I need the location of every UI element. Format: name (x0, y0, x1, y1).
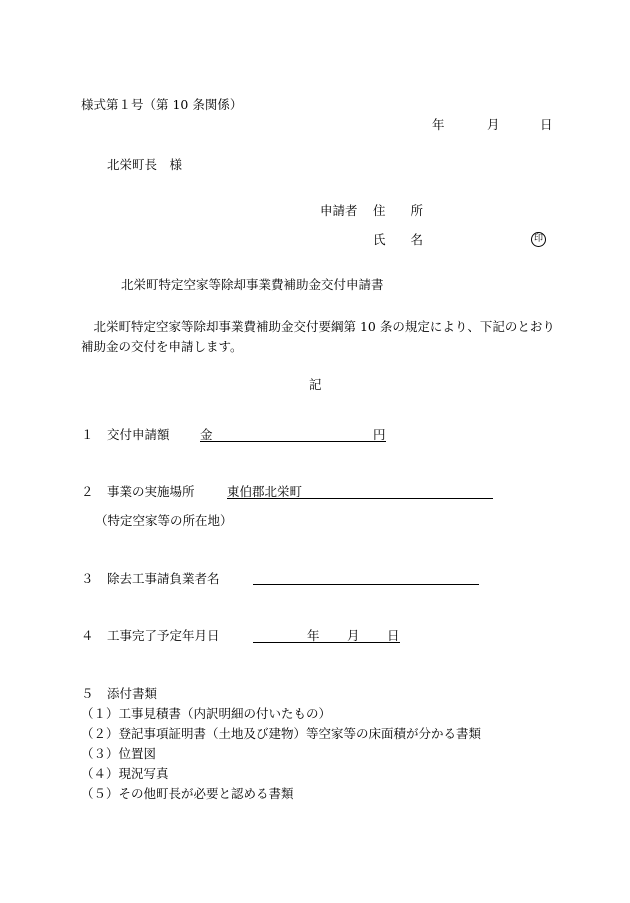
date-year: 年 (432, 117, 445, 132)
item-3-label: 除去工事請負業者名 (107, 571, 220, 586)
addressee: 北栄町長 様 (107, 157, 183, 172)
location-value: 東伯郡北栄町 (227, 484, 303, 499)
contractor-underline (253, 584, 479, 585)
location-subnote: （特定空家等の所在地） (95, 513, 233, 528)
document-title: 北栄町特定空家等除却事業費補助金交付申請書 (121, 277, 384, 292)
date-month: 月 (487, 117, 500, 132)
applicant-address-label: 住 所 (373, 203, 424, 218)
attachment-item: （３）位置図 (81, 746, 157, 761)
amount-suffix: 円 (373, 427, 386, 442)
completion-year: 年 (307, 628, 320, 643)
date-day: 日 (540, 117, 553, 132)
item-5-label: 添付書類 (107, 686, 158, 701)
completion-day: 日 (387, 628, 400, 643)
item-4-number: ４ (81, 628, 94, 643)
body-text: 北栄町特定空家等除却事業費補助金交付要綱第 10 条の規定により、下記のとおり補助金の交付を申請します。 (81, 319, 555, 354)
attachment-item: （４）現況写真 (81, 766, 169, 781)
amount-prefix: 金 (200, 427, 213, 442)
applicant-name-label: 氏 名 (373, 232, 424, 247)
item-1-label: 交付申請額 (107, 427, 170, 442)
amount-underline (200, 441, 386, 442)
item-2-label: 事業の実施場所 (107, 484, 195, 499)
ki-heading: 記 (309, 377, 322, 392)
item-2-number: ２ (81, 484, 94, 499)
location-underline (227, 498, 493, 499)
attachment-item: （１）工事見積書（内訳明細の付いたもの） (81, 706, 332, 721)
completion-month: 月 (347, 628, 360, 643)
completion-underline (253, 642, 400, 643)
item-4-label: 工事完了予定年月日 (107, 628, 220, 643)
applicant-label: 申請者 (320, 203, 358, 218)
item-5-number: ５ (81, 686, 94, 701)
form-number: 様式第１号（第 10 条関係） (81, 97, 243, 112)
item-1-number: １ (81, 427, 94, 442)
attachment-item: （２）登記事項証明書（土地及び建物）等空家等の床面積が分かる書類 (81, 726, 482, 741)
seal-mark-icon: 印 (531, 232, 546, 247)
item-3-number: ３ (81, 571, 94, 586)
attachment-item: （５）その他町長が必要と認める書類 (81, 786, 294, 801)
